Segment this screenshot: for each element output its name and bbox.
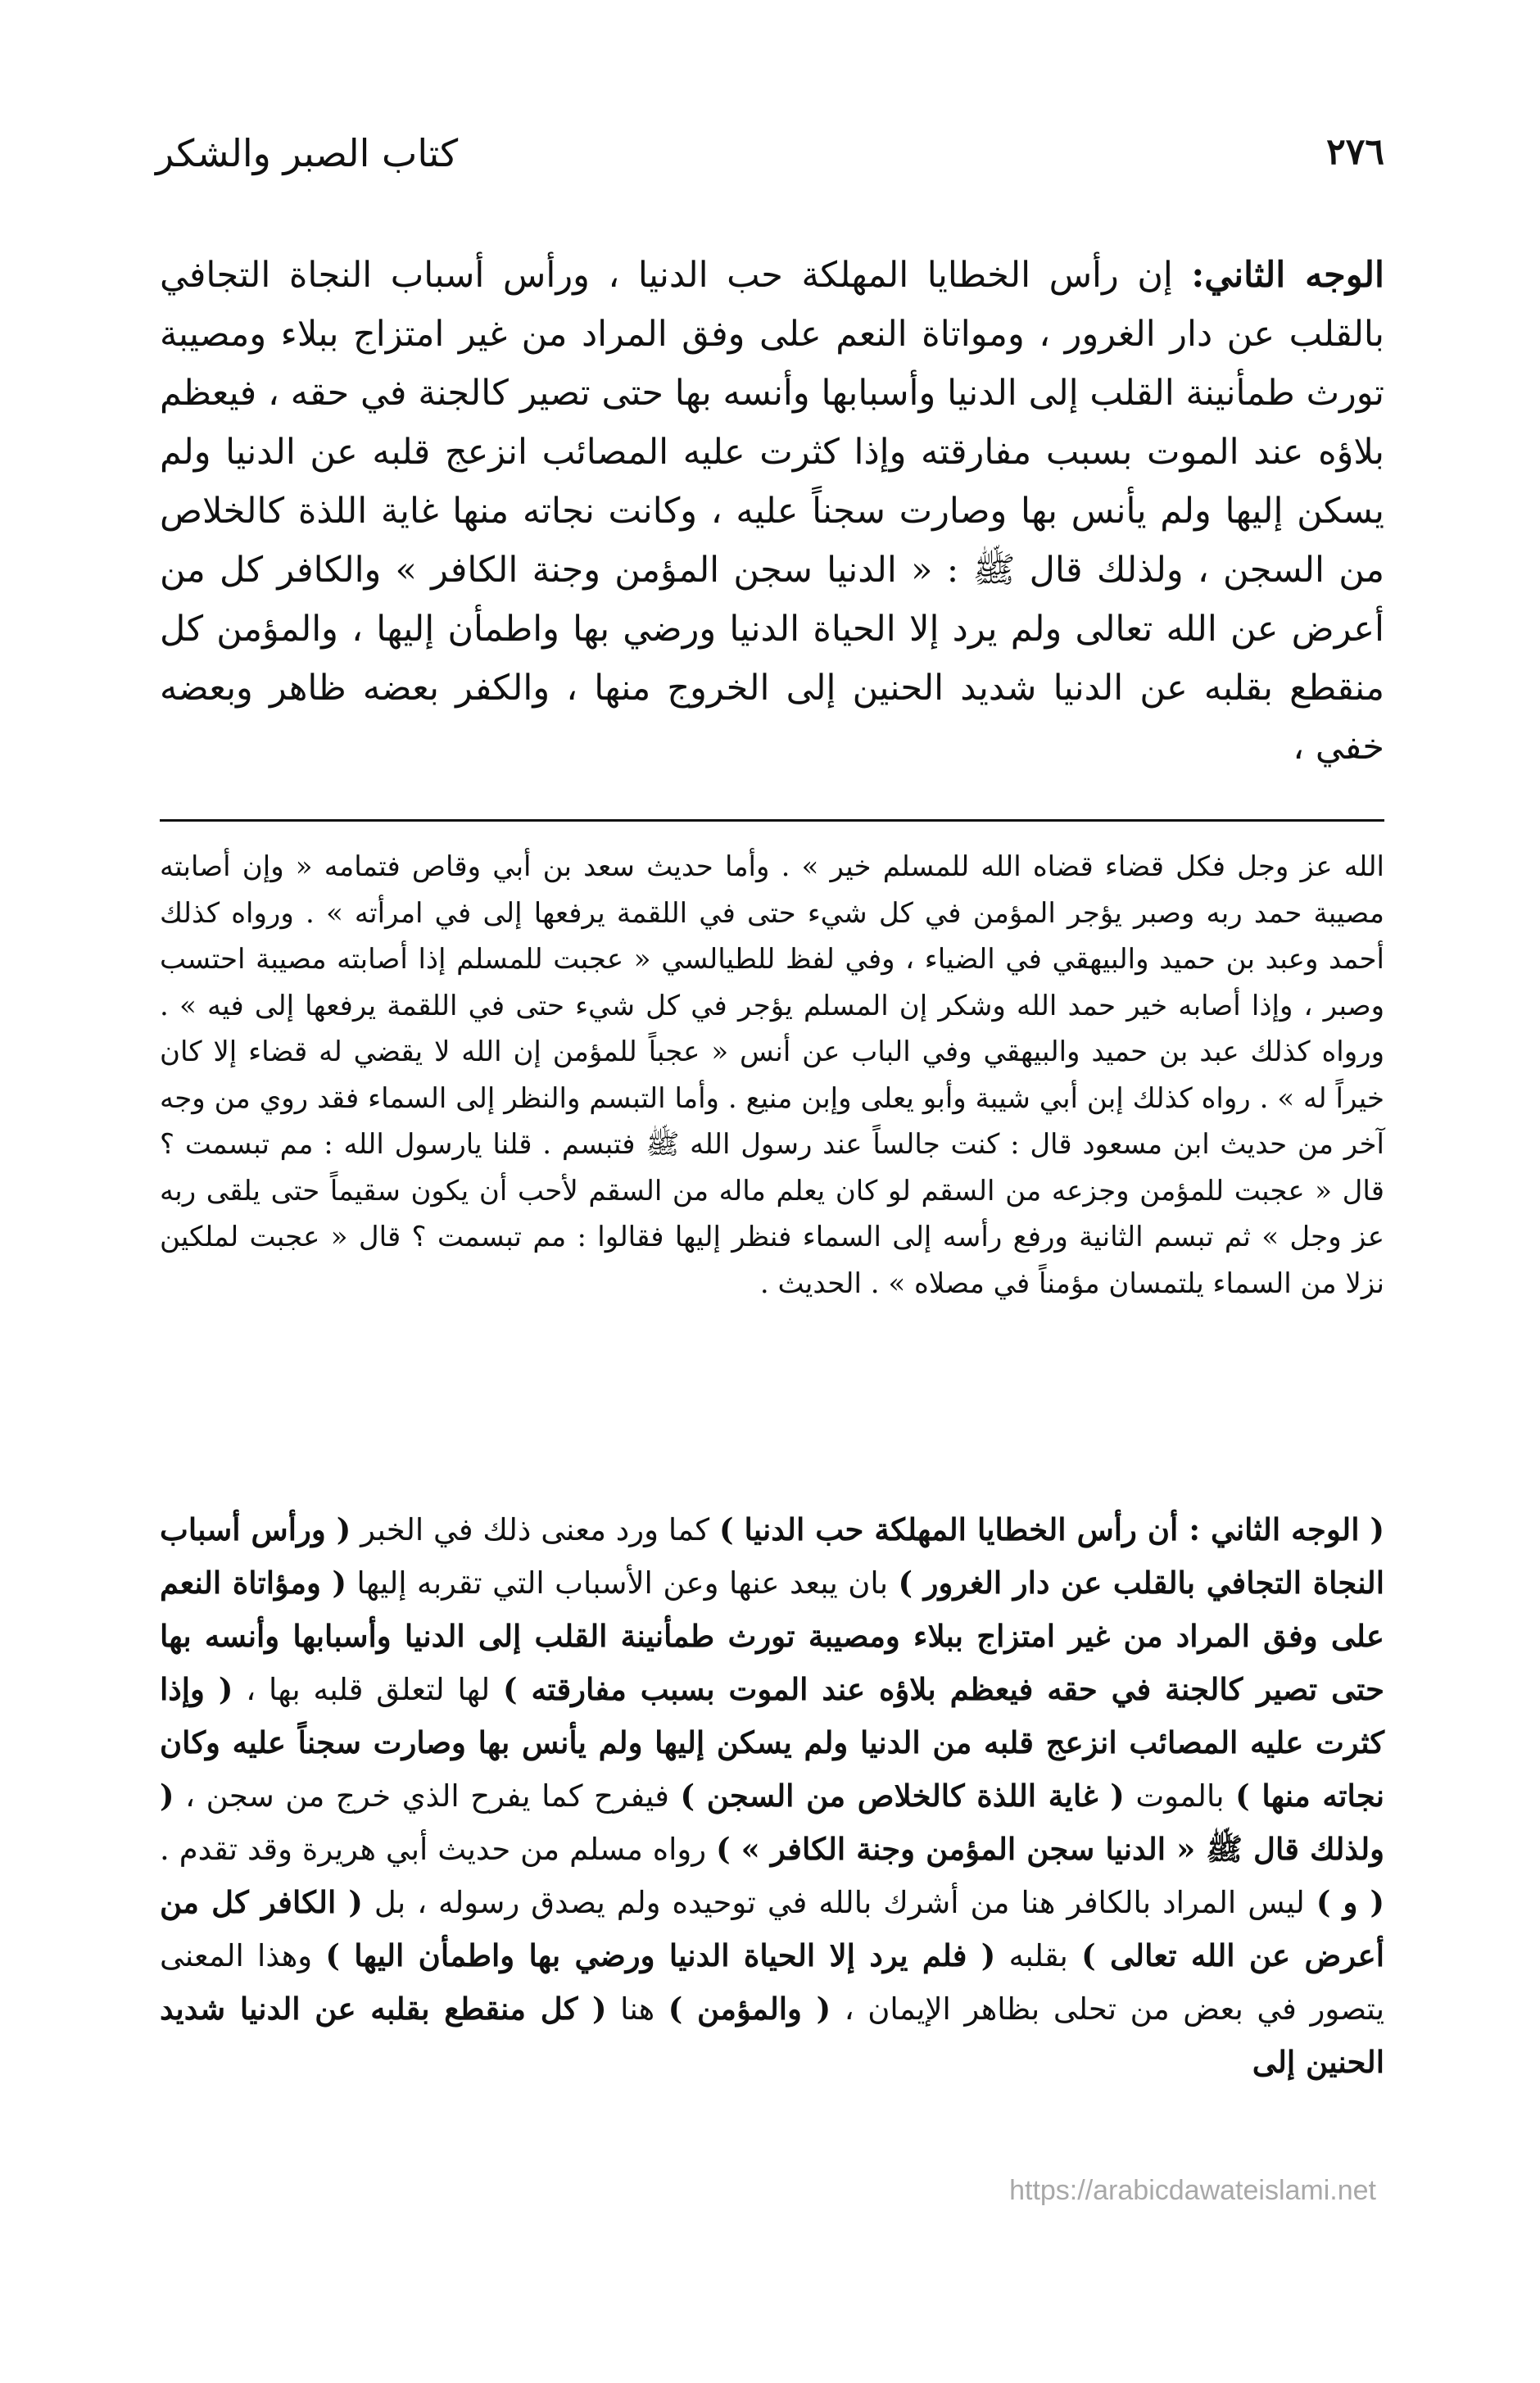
page-number: ٢٧٦ <box>1326 131 1384 173</box>
footnote: الله عز وجل فكل قضاء قضاه الله للمسلم خير » . وأما حديث سعد بن أبي وقاص فتمامه « وإن أصابته مصيبة حمد ربه وصبر يؤجر المؤمن في كل شيء حتى في اللقمة يرفعها إلى في امرأته » . ورواه كذلك أحمد وعبد بن حميد والبيهقي في الضياء ، وفي لفظ للطيالسي « عجبت للمسلم إذا أصابته مصيبة احتسب وصبر ، وإذا أصابه خير حمد الله وشكر إن المسلم يؤجر في كل شيء حتى في اللقمة يرفعها إلى فيه » . ورواه كذلك عبد بن حميد والبيهقي وفي الباب عن أنس « عجباً للمؤمن إن الله لا يقضي له قضاء إلا كان خيراً له » . رواه كذلك إبن أبي شيبة وأبو يعلى وإبن منيع . وأما التبسم والنظر إلى السماء فقد روي من وجه آخر من حديث ابن مسعود قال : كنت جالساً عند رسول الله ﷺ فتبسم . قلنا يارسول الله : مم تبسمت ؟ قال « عجبت للمؤمن وجزعه من السقم لو كان يعلم ماله من السقم لأحب أن يكون سقيماً حتى يلقى ربه عز وجل » ثم تبسم الثانية ورفع رأسه إلى السماء فنظر إليها فقالوا : مم تبسمت ؟ قال « عجبت لملكين نزلا من السماء يلتمسان مؤمناً في مصلاه » . الحديث . <box>160 850 1384 1300</box>
commentary-quoted-text: ( وإذا كثرت عليه المصائب انزعج قلبه من الدنيا ولم يسكن إليها ولم يأنس بها وصارت سجناً عليه وكان نجاته منها ) <box>160 1671 1385 1814</box>
main-text-lead: الوجه الثاني: <box>1191 255 1384 296</box>
commentary-explanation: رواه مسلم من حديث أبي هريرة وقد تقدم . <box>160 1832 717 1867</box>
commentary-quoted-text: ( كل منقطع بقلبه عن الدنيا شديد الحنين إلى <box>160 1991 1384 2080</box>
book-title: كتاب الصبر والشكر <box>156 131 459 175</box>
commentary-quoted-text: ( و ) <box>1316 1884 1384 1920</box>
commentary-explanation: لها لتعلق قلبه بها ، <box>233 1672 503 1707</box>
main-text <box>160 246 1384 777</box>
footnote-divider <box>160 819 1384 822</box>
commentary-explanation: بالموت <box>1124 1778 1236 1814</box>
commentary-quoted-text: ( والمؤمن ) <box>668 1991 831 2027</box>
commentary-quoted-text: ( ومؤاتاة النعم على وفق المراد من غير امتزاج ببلاء ومصيبة تورث طمأنينة القلب إلى الدنيا وأسبابها وأنسه بها حتى تصير كالجنة في حقه فيعظم بلاؤه عند الموت بسبب مفارقته ) <box>160 1565 1384 1707</box>
commentary-quoted-text: ( ورأس أسباب النجاة التجافي بالقلب عن دار الغرور ) <box>160 1511 1384 1601</box>
commentary-explanation: فيفرح كما يفرح الذي خرج من سجن ، <box>174 1778 681 1814</box>
commentary-quoted-text: ( غاية اللذة كالخلاص من السجن ) <box>680 1778 1125 1814</box>
commentary <box>160 1503 1384 2089</box>
commentary-quoted-text: ( فلم يرد إلا الحياة الدنيا ورضي بها واطمأن اليها ) <box>325 1937 996 1973</box>
commentary-quoted-text: ( الوجه الثاني : أن رأس الخطايا المهلكة حب الدنيا ) <box>719 1511 1384 1547</box>
commentary-explanation: هنا <box>606 1991 668 2027</box>
commentary-explanation: وهذا المعنى يتصور في بعض من تحلى بظاهر الإيمان ، <box>160 1938 1385 2027</box>
watermark-url: https://arabicdawateislami.net <box>1009 2175 1376 2206</box>
commentary-explanation: كما ورد معنى ذلك في الخبر <box>351 1512 720 1547</box>
running-head <box>156 131 1384 188</box>
commentary-explanation: ليس المراد بالكافر هنا من أشرك بالله في توحيده ولم يصدق رسوله ، بل <box>362 1885 1316 1920</box>
main-text-body: إن رأس الخطايا المهلكة حب الدنيا ، ورأس أسباب النجاة التجافي بالقلب عن دار الغرور ، ومواتاة النعم على وفق المراد من غير امتزاج ببلاء ومصيبة تورث طمأنينة القلب إلى الدنيا وأسبابها وأنسه بها حتى تصير كالجنة في حقه ، فيعظم بلاؤه عند الموت بسبب مفارقته وإذا كثرت عليه المصائب انزعج قلبه عن الدنيا ولم يسكن إليها ولم يأنس بها وصارت سجناً عليه ، وكانت نجاته منها غاية اللذة كالخلاص من السجن ، ولذلك قال ﷺ : « الدنيا سجن المؤمن وجنة الكافر » والكافر كل من أعرض عن الله تعالى ولم يرد إلا الحياة الدنيا ورضي بها واطمأن إليها ، والمؤمن كل منقطع بقلبه عن الدنيا شديد الحنين إلى الخروج منها ، والكفر بعضه ظاهر وبعضه خفي ، <box>160 255 1384 768</box>
commentary-explanation: بقلبه <box>995 1938 1082 1973</box>
commentary-quoted-text: ( ولذلك قال ﷺ « الدنيا سجن المؤمن وجنة الكافر » ) <box>160 1778 1384 1867</box>
commentary-explanation: بان يبعد عنها وعن الأسباب التي تقربه إليها <box>346 1565 899 1601</box>
commentary-quoted-text: ( الكافر كل من أعرض عن الله تعالى ) <box>160 1884 1385 1973</box>
